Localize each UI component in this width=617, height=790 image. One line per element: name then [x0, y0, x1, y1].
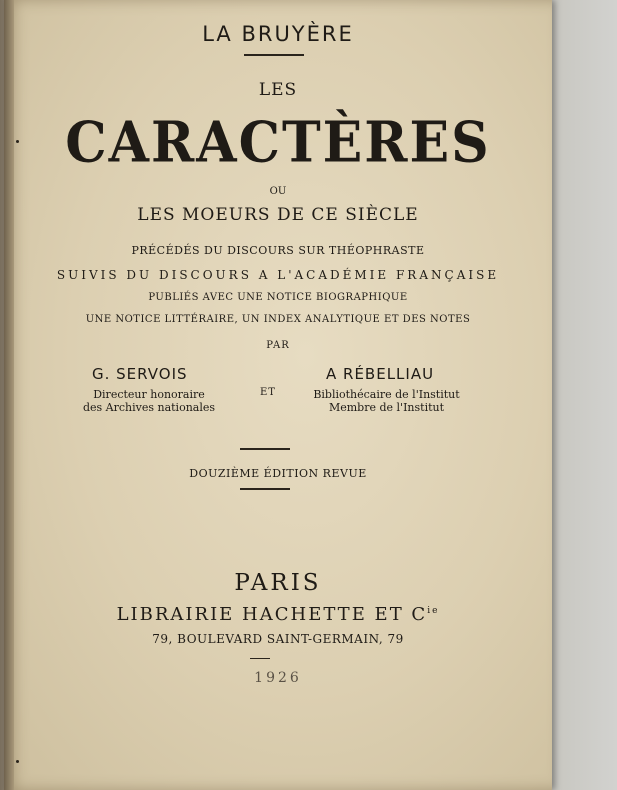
- notice-line: UNE NOTICE LITTÉRAIRE, UN INDEX ANALYTIQUE ET DES NOTES: [85, 314, 471, 325]
- published-line: PUBLIÉS AVEC UNE NOTICE BIOGRAPHIQUE: [148, 292, 408, 303]
- publisher-address: 79, BOULEVARD SAINT-GERMAIN, 79: [152, 632, 404, 646]
- editor-name: G. SERVOIS: [92, 365, 188, 383]
- author-rule: [244, 54, 304, 56]
- edition-label: DOUZIÈME ÉDITION REVUE: [189, 467, 367, 480]
- editor-role-line: Directeur honoraire: [93, 388, 205, 401]
- by-label: PAR: [266, 340, 290, 351]
- author-name: LA BRUYÈRE: [202, 22, 354, 46]
- editor-role-line: Membre de l'Institut: [328, 401, 445, 414]
- publisher-city: PARIS: [234, 570, 322, 596]
- editor-role-line: des Archives nationales: [82, 401, 216, 414]
- publisher-name-superscript: ie: [427, 606, 440, 616]
- editor-role-line: Bibliothécaire de l'Institut: [313, 388, 460, 401]
- editor-role: [304, 388, 469, 414]
- title-prefix: LES: [258, 80, 298, 100]
- title-page: [4, 0, 552, 790]
- book-subtitle: LES MOEURS DE CE SIÈCLE: [137, 205, 419, 225]
- binding-hole: [16, 760, 19, 763]
- title-conjunction: OU: [269, 186, 287, 197]
- publication-year: 1926: [254, 670, 302, 686]
- edition-rule-top: [240, 448, 290, 450]
- preceded-line: PRÉCÉDÉS DU DISCOURS SUR THÉOPHRASTE: [131, 244, 425, 257]
- book-title: CARACTÈRES: [65, 109, 491, 176]
- address-rule: [250, 658, 270, 659]
- editor-name: A RÉBELLIAU: [326, 365, 435, 383]
- publisher-name: [4, 604, 552, 625]
- publisher-name-text: LIBRAIRIE HACHETTE ET C: [116, 604, 428, 625]
- edition-rule-bottom: [240, 488, 290, 490]
- editor-role: [74, 388, 224, 414]
- and-label: ET: [260, 387, 276, 398]
- followed-line: SUIVIS DU DISCOURS A L'ACADÉMIE FRANÇAISE: [56, 268, 500, 282]
